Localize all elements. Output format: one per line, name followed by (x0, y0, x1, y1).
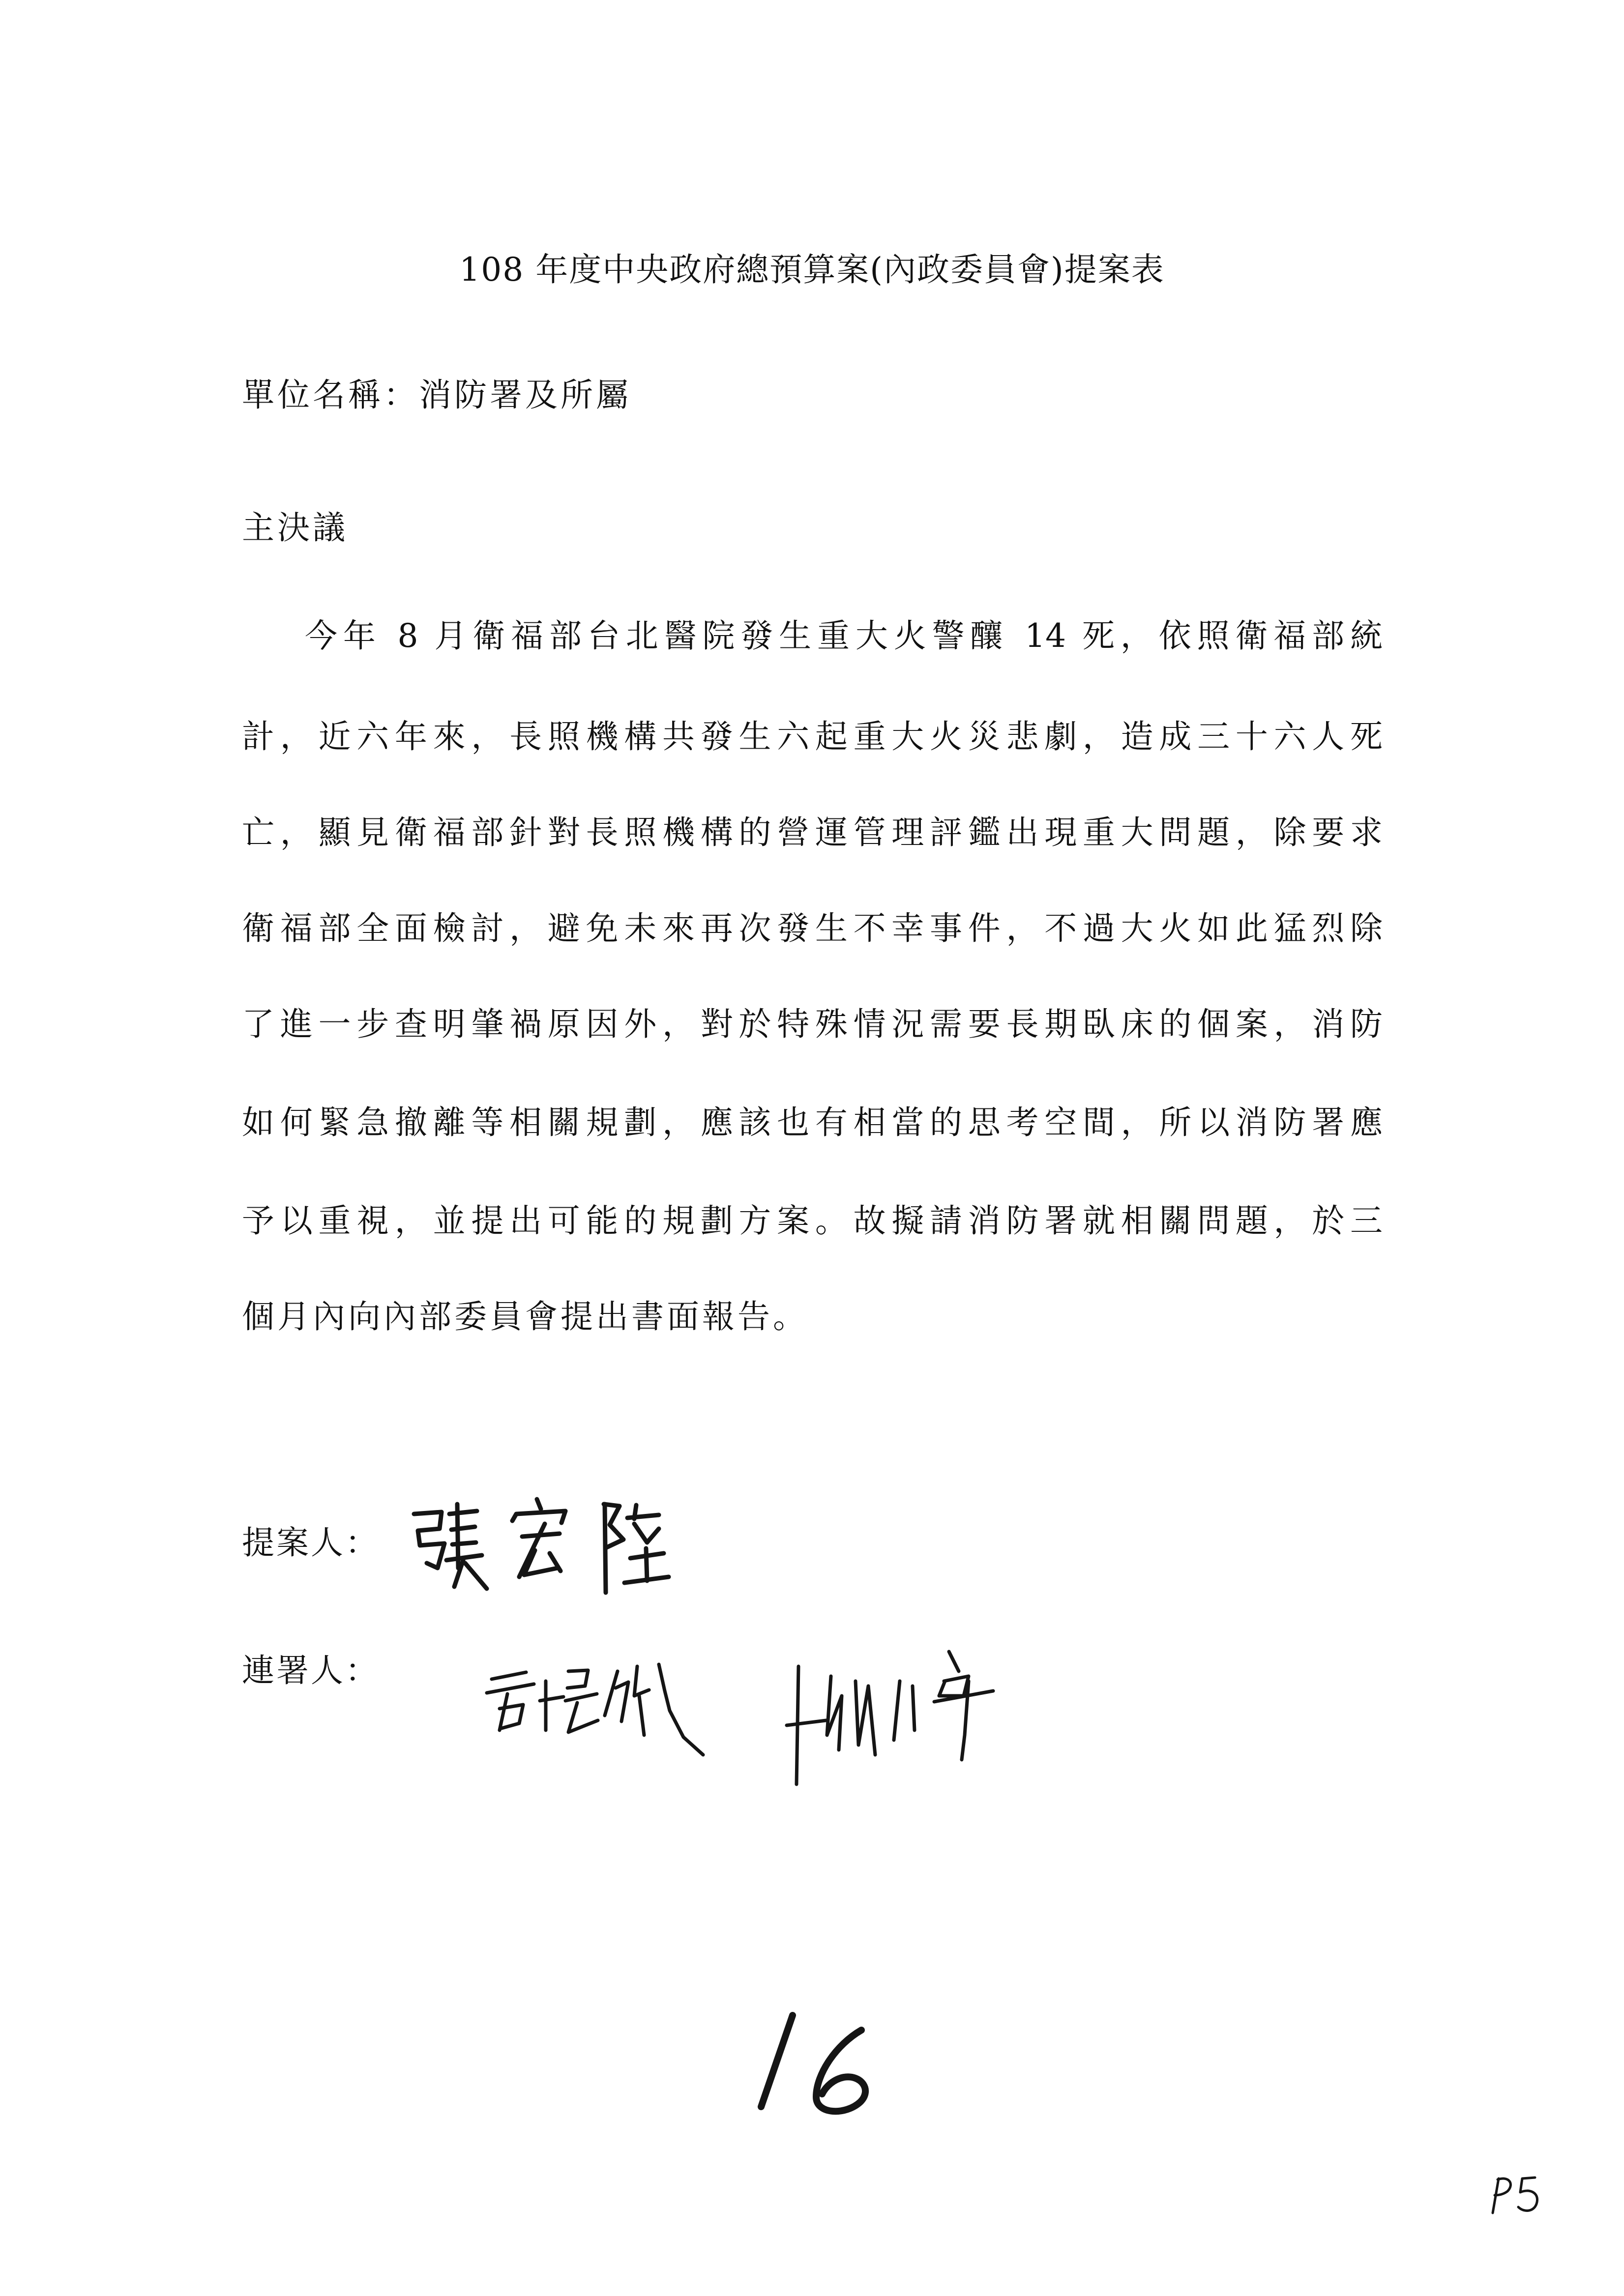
body-line: 如何緊急撤離等相關規劃，應該也有相當的思考空間，所以消防署應 (242, 1104, 1383, 1141)
body-line: 亡，顯見衛福部針對長照機構的營運管理評鑑出現重大問題，除要求 (242, 814, 1383, 851)
handwritten-page-number (747, 2005, 895, 2128)
body-line: 衛福部全面檢討，避免未來再次發生不幸事件，不過大火如此猛烈除 (242, 909, 1383, 947)
proposer-label: 提案人： (242, 1524, 380, 1562)
resolution-heading: 主決議 (242, 509, 348, 547)
cosigner-signatures (472, 1637, 1160, 1824)
handwritten-page-code (1490, 2173, 1549, 2217)
cosigner-label: 連署人： (242, 1652, 380, 1689)
proposer-signature (403, 1494, 679, 1607)
body-line: 計，近六年來，長照機構共發生六起重大火災悲劇，造成三十六人死 (242, 718, 1383, 756)
document-title: 108 年度中央政府總預算案(內政委員會)提案表 (459, 251, 1165, 289)
body-line: 予以重視，並提出可能的規劃方案。故擬請消防署就相關問題，於三 (242, 1202, 1383, 1240)
body-line: 今年 8 月衛福部台北醫院發生重大火警釀 14 死，依照衛福部統 (305, 617, 1383, 655)
body-line: 個月內向內部委員會提出書面報告。 (242, 1298, 808, 1336)
body-line: 了進一步查明肇禍原因外，對於特殊情況需要長期臥床的個案，消防 (242, 1005, 1383, 1043)
unit-name-line: 單位名稱：消防署及所屬 (242, 376, 631, 414)
